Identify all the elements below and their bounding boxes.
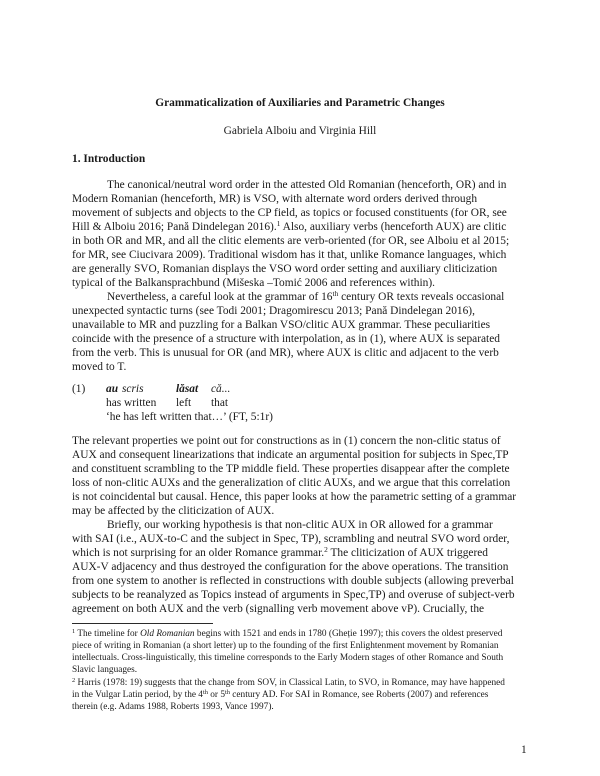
line-text: or 5	[207, 690, 225, 700]
ordinal-suffix: th	[202, 688, 208, 696]
section-heading: 1. Introduction	[72, 153, 146, 165]
ordinal-suffix: th	[332, 289, 339, 298]
example-gloss: has written	[106, 397, 157, 409]
paragraph-line	[72, 304, 475, 318]
paragraph-line	[72, 532, 509, 546]
footnote-line	[72, 689, 488, 701]
line-text: Also, auxiliary verbs (henceforth AUX) are clitic	[280, 221, 507, 233]
paragraph-line	[72, 560, 508, 574]
line-text: and constituent scrambling to the TP middle field. These properties disappear after the complete	[72, 463, 510, 475]
line-text: unexpected syntactic turns (see Todi 2001; Dragomirescu 2013; Pană Dindelegan 2016),	[72, 305, 475, 317]
line-text: Nevertheless, a careful look at the grammar of 16	[107, 291, 333, 303]
line-text: therein (e.g. Adams 1988, Roberts 1993, Vance 1997).	[72, 702, 274, 712]
paragraph-line	[72, 220, 506, 234]
paragraph-line	[72, 234, 509, 248]
line-text: may be affected by the cliticization of AUX.	[72, 505, 275, 517]
line-text: loss of non-clitic AUXs and the generalization of clitic AUXs, and we argue that this correlation	[72, 477, 511, 489]
example-word: scris	[122, 383, 144, 395]
paragraph-line	[107, 290, 504, 304]
example-number: (1)	[72, 383, 86, 395]
footnote-line	[72, 640, 499, 652]
line-text: movement of subjects and objects to the CP field, as topics or focused constituents (for OR, see	[72, 207, 507, 219]
example-gloss: left	[176, 397, 192, 409]
line-text: Harris (1978: 19) suggests that the change from SOV, in Classical Latin, to SVO, in Romance, may have happened	[75, 678, 505, 688]
line-text: from the verb. This is unusual for OR (and MR), where AUX is clitic and adjacent to the verb	[72, 347, 499, 359]
paragraph-line	[72, 602, 484, 616]
line-text: in both OR and MR, and all the clitic elements are verb-oriented (for OR, see Alboiu et al 2015;	[72, 235, 510, 247]
line-text: with SAI (i.e., AUX-to-C and the subject in Spec, TP), scrambling and neutral SVO word order,	[72, 533, 510, 545]
example-gloss: that	[211, 397, 229, 409]
paragraph-line	[72, 462, 510, 476]
line-text: intellectuals. Cross-linguistically, this timeline corresponds to the Early Modern stages of other Romance and South	[72, 653, 504, 663]
paragraph-line	[72, 346, 499, 360]
line-text: agreement on both AUX and the verb (signalling verb movement above vP). Crucially, the	[72, 603, 485, 615]
line-text: The canonical/neutral word order in the attested Old Romanian (henceforth, OR) and in	[107, 179, 507, 191]
paragraph-line	[72, 262, 497, 276]
line-text: moved to T.	[72, 361, 127, 373]
footnote-separator	[72, 623, 213, 624]
line-text: Hill & Alboiu 2016; Pană Dindelegan 2016).	[72, 221, 277, 233]
paper-title: Grammaticalization of Auxiliaries and Parametric Changes	[155, 97, 445, 109]
line-text: for MR, see Ciucivara 2009). Traditional wisdom has it that, unlike Romance languages, which	[72, 249, 507, 261]
line-text: which is not surprising for an older Romance grammar.	[72, 547, 325, 559]
ordinal-suffix: th	[224, 688, 230, 696]
paragraph-line	[72, 248, 506, 262]
paragraph-line	[72, 318, 490, 332]
line-text: The timeline for	[75, 629, 141, 639]
paragraph-line	[72, 206, 507, 220]
line-text: The relevant properties we point out for constructions as in (1) concern the non-clitic status of	[72, 435, 501, 447]
line-text: is not coincidental but causal. Hence, this paper looks at how the parametric setting of a grammar	[72, 491, 517, 503]
footnote-number: 2	[72, 676, 76, 684]
paragraph-line	[72, 504, 274, 518]
line-text: Slavic languages.	[72, 665, 138, 675]
line-text: in the Vulgar Latin period, by the 4	[72, 690, 203, 700]
page-number: 1	[521, 744, 527, 756]
line-text: century OR texts reveals occasional	[338, 291, 505, 303]
line-text: begins with 1521 and ends in 1780 (Gheție 1997); this covers the oldest preserved	[194, 629, 503, 639]
paragraph-line	[72, 588, 515, 602]
line-text: Modern Romanian (henceforth, MR) is VSO, with alternate word orders derived through	[72, 193, 478, 205]
example-word: că...	[211, 383, 231, 395]
paragraph-line	[72, 360, 126, 374]
footnote-marker: 2	[324, 545, 328, 554]
footnote-number: 1	[72, 627, 76, 635]
example-word: au	[106, 383, 119, 395]
footnote-line	[72, 701, 274, 713]
line-text: coincide with the presence of a structure with interpolation, as in (1), where AUX is separated	[72, 333, 500, 345]
italic-text: Old Romanian	[140, 629, 195, 639]
paragraph-line	[107, 178, 506, 192]
paragraph-line	[72, 276, 435, 290]
line-text: typical of the Balkansprachbund (Mišeska –Tomić 2006 and references within).	[72, 277, 435, 289]
paragraph-line	[72, 574, 514, 588]
footnote-line	[72, 677, 505, 689]
paragraph-line	[72, 546, 488, 560]
paragraph-line	[72, 192, 477, 206]
paragraph-line	[72, 448, 509, 462]
line-text: unavailable to MR and puzzling for a Balkan VSO/clitic AUX grammar. These peculiarities	[72, 319, 491, 331]
line-text: Briefly, our working hypothesis is that non-clitic AUX in OR allowed for a grammar	[107, 519, 493, 531]
line-text: from one system to another is reflected in constructions with double subjects (allowing preverbal	[72, 575, 514, 587]
example-word: lăsat	[176, 383, 199, 395]
paragraph-line	[72, 476, 510, 490]
paragraph-line	[72, 434, 501, 448]
footnote-line	[72, 664, 137, 676]
paragraph-line	[107, 518, 493, 532]
line-text: piece of writing in Romanian (a short letter) up to the founding of the first Enlightenment movement by Romanian	[72, 641, 499, 651]
line-text: AUX-V adjacency and thus destroyed the configuration for the above operations. The transition	[72, 561, 509, 573]
line-text: subjects to be reanalyzed as Topics instead of arguments in Spec,TP) and overuse of subject-verb	[72, 589, 515, 601]
line-text: AUX and consequent linearizations that indicate an argumental position for subjects in Spec,TP	[72, 449, 509, 461]
line-text: century AD. For SAI in Romance, see Roberts (2007) and references	[229, 690, 489, 700]
footnote-marker: 1	[276, 219, 281, 228]
line-text: The cliticization of AUX triggered	[327, 547, 488, 559]
paragraph-line	[72, 332, 500, 346]
footnote-line	[72, 652, 503, 664]
paper-authors: Gabriela Alboiu and Virginia Hill	[223, 125, 377, 137]
footnote-line	[72, 628, 502, 640]
paragraph-line	[72, 490, 516, 504]
line-text: are generally SVO, Romanian displays the VSO word order setting and auxiliary cliticization	[72, 263, 498, 275]
example-translation: ‘he has left written that…’ (FT, 5:1r)	[106, 411, 273, 423]
